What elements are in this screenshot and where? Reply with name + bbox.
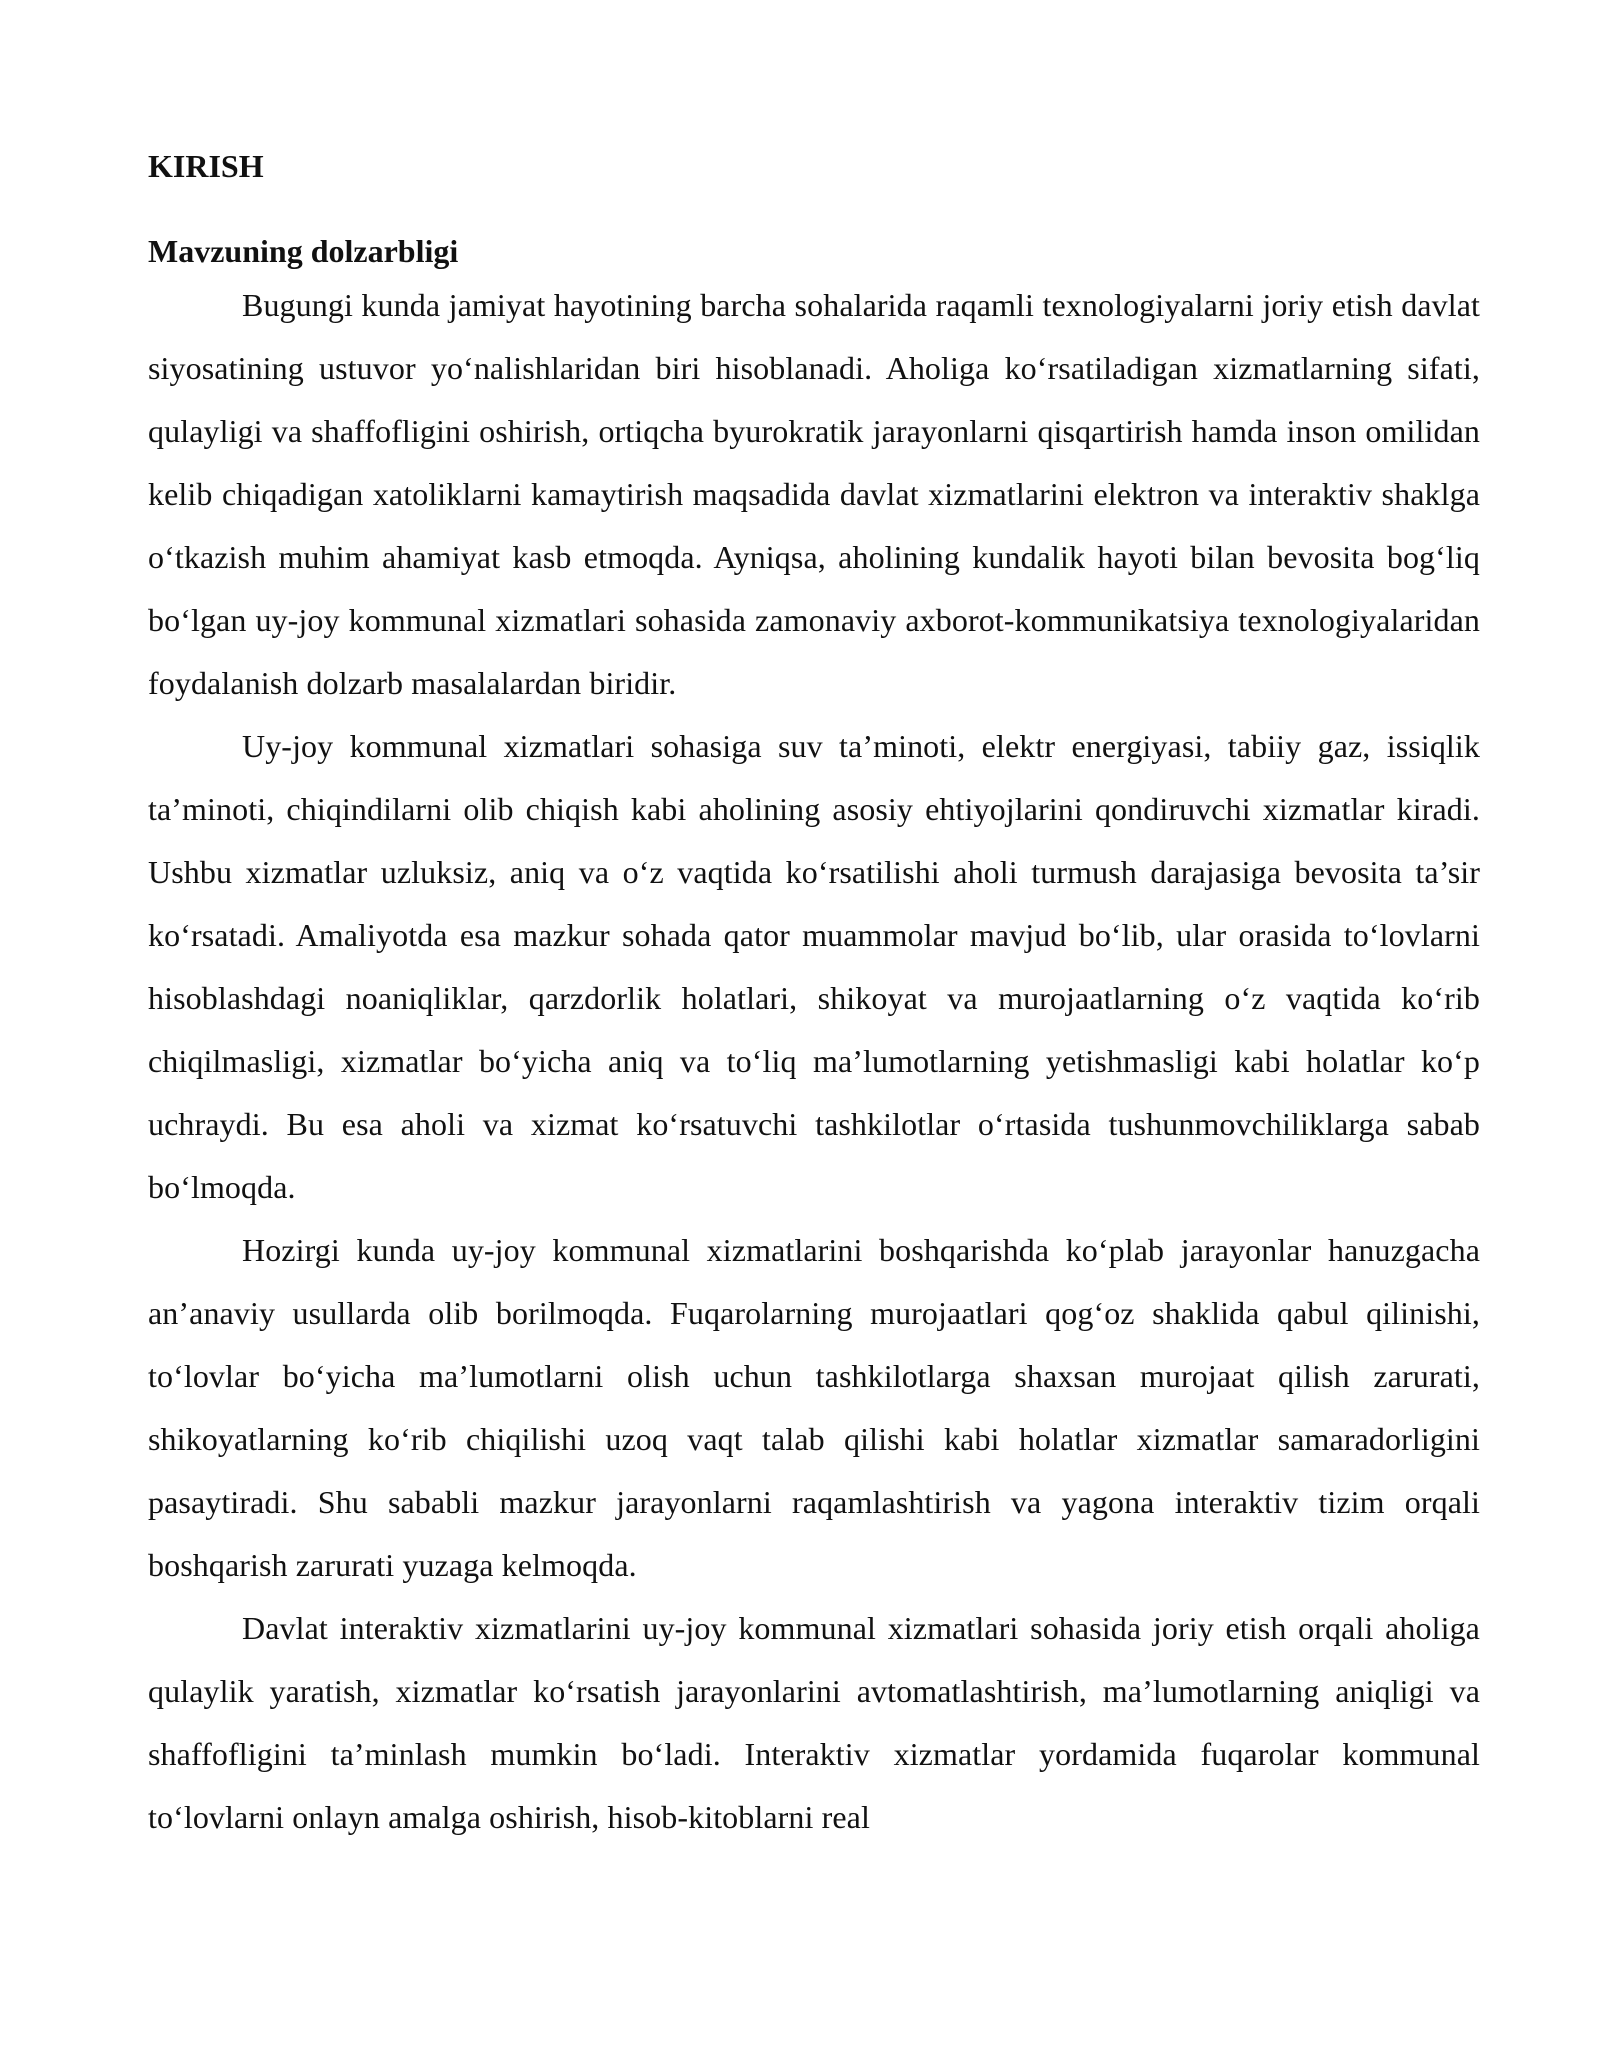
paragraph-2: Uy-joy kommunal xizmatlari sohasiga suv ta’minoti, elektr energiyasi, tabiiy gaz, issiqlik ta’minoti, chiqindilarni olib chiqish kabi aholining asosiy ehtiyojlarini qondiruvchi xizmatlar kiradi. Ushbu xizmatlar uzluksiz, aniq va o‘z vaqtida ko‘rsatilishi aholi turmush darajasiga bevosita ta’sir ko‘rsatadi. Amaliyotda esa mazkur sohada qator muammolar mavjud bo‘lib, ular orasida to‘lovlarni hisoblashdagi noaniqliklar, qarzdorlik holatlari, shikoyat va murojaatlarning o‘z vaqtida ko‘rib chiqilmasligi, xizmatlar bo‘yicha aniq va to‘liq ma’lumotlarning yetishmasligi kabi holatlar ko‘p uchraydi. Bu esa aholi va xizmat ko‘rsatuvchi tashkilotlar o‘rtasida tushunmovchiliklarga sabab bo‘lmoqda. (148, 728, 1480, 1205)
paragraph-4: Davlat interaktiv xizmatlarini uy-joy kommunal xizmatlari sohasida joriy etish orqali aholiga qulaylik yaratish, xizmatlar ko‘rsatish jarayonlarini avtomatlashtirish, ma’lumotlarning aniqligi va shaffofligini ta’minlash mumkin bo‘ladi. Interaktiv xizmatlar yordamida fuqarolar kommunal to‘lovlarni onlayn amalga oshirish, hisob-kitoblarni real (148, 1610, 1480, 1835)
chapter-heading: KIRISH (148, 148, 264, 184)
paragraph-3: Hozirgi kunda uy-joy kommunal xizmatlarini boshqarishda ko‘plab jarayonlar hanuzgacha an’anaviy usullarda olib borilmoqda. Fuqarolarning murojaatlari qog‘oz shaklida qabul qilinishi, to‘lovlar bo‘yicha ma’lumotlarni olish uchun tashkilotlarga shaxsan murojaat qilish zarurati, shikoyatlarning ko‘rib chiqilishi uzoq vaqt talab qilishi kabi holatlar xizmatlar samaradorligini pasaytiradi. Shu sababli mazkur jarayonlarni raqamlashtirish va yagona interaktiv tizim orqali boshqarish zarurati yuzaga kelmoqda. (148, 1232, 1480, 1583)
paragraph-1: Bugungi kunda jamiyat hayotining barcha sohalarida raqamli texnologiyalarni joriy etish davlat siyosatining ustuvor yo‘nalishlaridan biri hisoblanadi. Aholiga ko‘rsatiladigan xizmatlarning sifati, qulayligi va shaffofligini oshirish, ortiqcha byurokratik jarayonlarni qisqartirish hamda inson omilidan kelib chiqadigan xatoliklarni kamaytirish maqsadida davlat xizmatlarini elektron va interaktiv shaklga o‘tkazish muhim ahamiyat kasb etmoqda. Ayniqsa, aholining kundalik hayoti bilan bevosita bog‘liq bo‘lgan uy-joy kommunal xizmatlari sohasida zamonaviy axborot-kommunikatsiya texnologiyalaridan foydalanish dolzarb masalalardan biridir. (148, 287, 1480, 701)
document-page (148, 146, 1480, 1849)
section-subheading: Mavzuning dolzarbligi (148, 233, 459, 269)
